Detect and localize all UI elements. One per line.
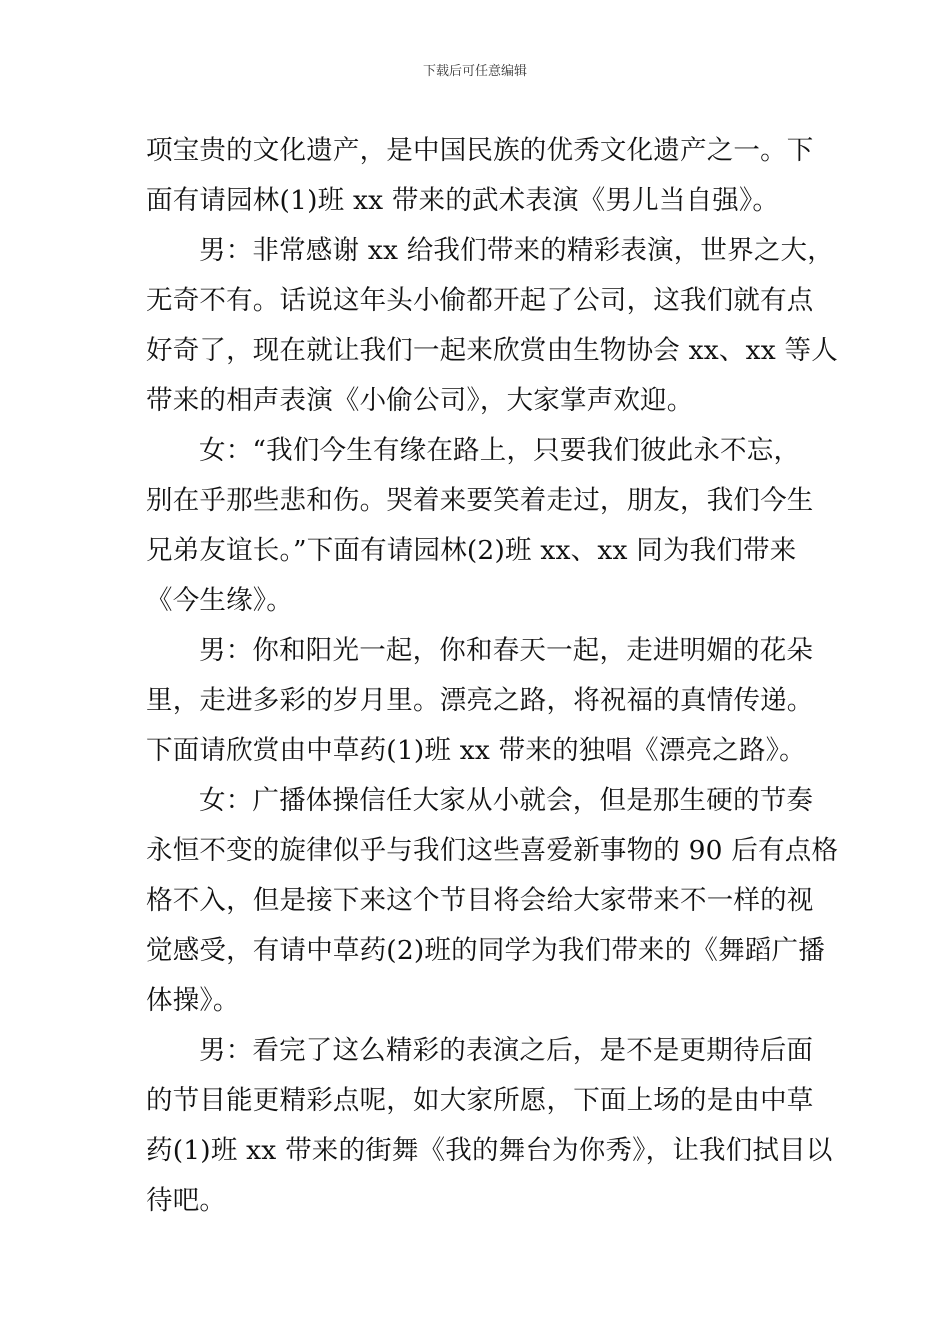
text-line: 男：看完了这么精彩的表演之后，是不是更期待后面 — [199, 1035, 814, 1066]
text-line: 格不入，但是接下来这个节目将会给大家带来不一样的视 — [146, 885, 814, 916]
text-line: 男：你和阳光一起，你和春天一起，走进明媚的花朵 — [199, 635, 814, 666]
text-line: 《今生缘》。 — [146, 585, 293, 616]
paragraph-3 — [146, 426, 814, 626]
text-line: 下面请欣赏由中草药(1)班 xx 带来的独唱《漂亮之路》。 — [146, 735, 806, 766]
paragraph-5 — [146, 776, 839, 1026]
text-line: 体操》。 — [146, 985, 240, 1016]
text-line: 面有请园林(1)班 xx 带来的武术表演《男儿当自强》。 — [146, 185, 780, 216]
paragraph-1 — [146, 126, 814, 226]
text-line: 无奇不有。话说这年头小偷都开起了公司，这我们就有点 — [146, 285, 814, 316]
text-line: 的节目能更精彩点呢，如大家所愿，下面上场的是由中草 — [146, 1085, 814, 1116]
text-line: 药(1)班 xx 带来的街舞《我的舞台为你秀》，让我们拭目以 — [146, 1135, 833, 1166]
text-line: 带来的相声表演《小偷公司》，大家掌声欢迎。 — [146, 385, 694, 416]
document-body — [146, 126, 839, 1226]
text-line: 永恒不变的旋律似乎与我们这些喜爱新事物的 90 后有点格 — [146, 835, 839, 866]
text-line: 男：非常感谢 xx 给我们带来的精彩表演，世界之大， — [199, 235, 834, 266]
text-line: 觉感受，有请中草药(2)班的同学为我们带来的《舞蹈广播 — [146, 935, 825, 966]
text-line: 待吧。 — [146, 1185, 227, 1216]
text-line: 别在乎那些悲和伤。哭着来要笑着走过，朋友，我们今生 — [146, 485, 814, 516]
text-line: 里，走进多彩的岁月里。漂亮之路，将祝福的真情传递。 — [146, 685, 814, 716]
page-header: 下载后可任意编辑 — [422, 64, 527, 79]
paragraph-6 — [146, 1026, 833, 1226]
paragraph-2 — [146, 226, 838, 426]
text-line: 项宝贵的文化遗产，是中国民族的优秀文化遗产之一。下 — [146, 135, 814, 166]
paragraph-4 — [146, 626, 814, 776]
text-line: 好奇了，现在就让我们一起来欣赏由生物协会 xx、xx 等人 — [146, 335, 838, 366]
text-line: 女：“我们今生有缘在路上，只要我们彼此永不忘， — [199, 435, 801, 466]
text-line: 兄弟友谊长。”下面有请园林(2)班 xx、xx 同为我们带来 — [146, 535, 797, 566]
text-line: 女：广播体操信任大家从小就会，但是那生硬的节奏 — [199, 785, 814, 816]
